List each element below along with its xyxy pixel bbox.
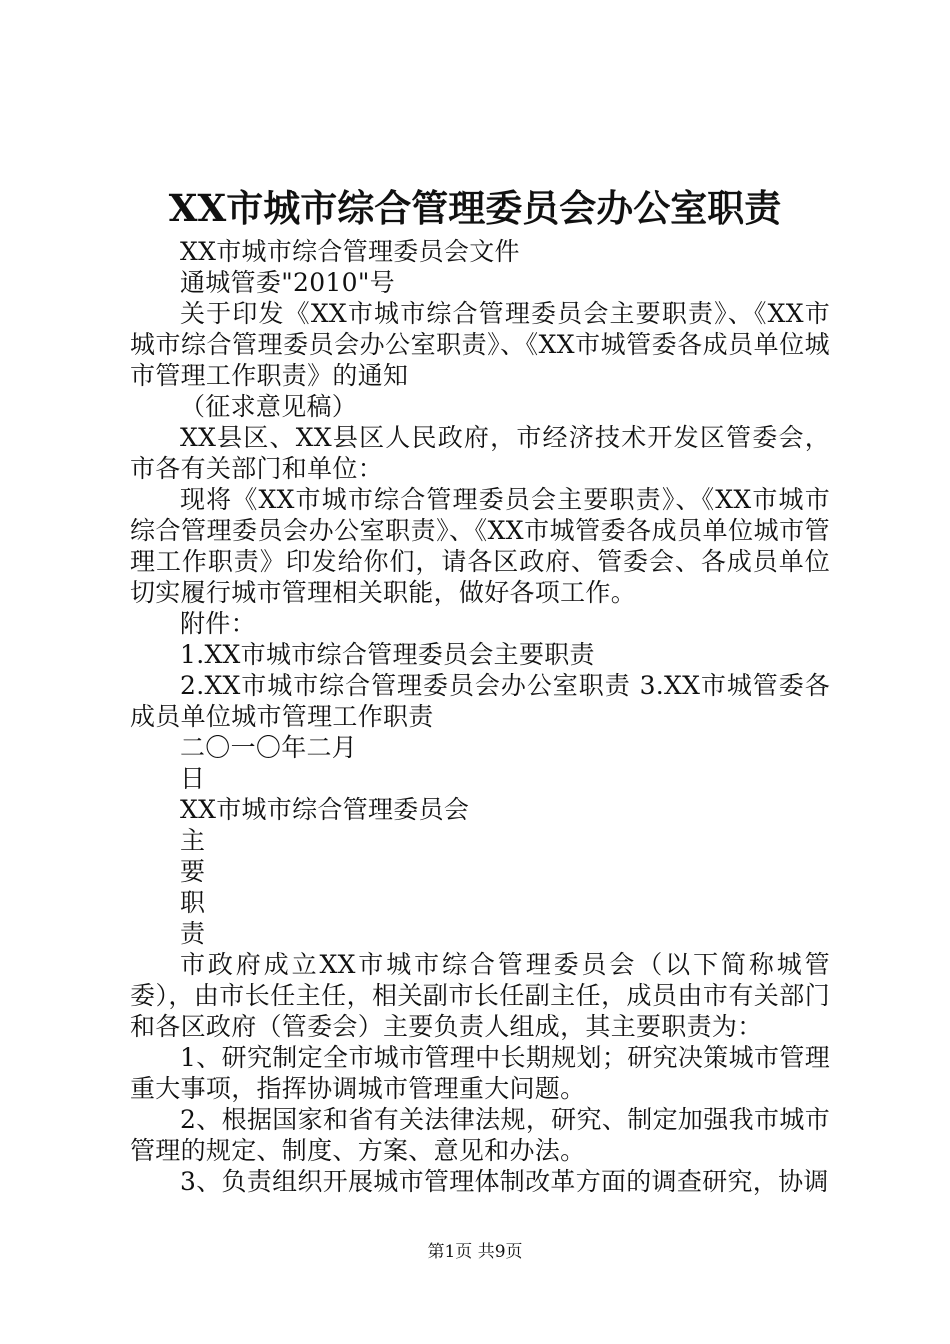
paragraph: 2.XX市城市综合管理委员会办公室职责 3.XX市城管委各成员单位城市管理工作职责 <box>130 671 830 731</box>
vertical-heading-char: 要 <box>180 857 206 886</box>
document-title: XX市城市综合管理委员会办公室职责 <box>168 186 782 230</box>
paragraph: 二〇一〇年二月 <box>180 733 358 762</box>
vertical-heading-char: 职 <box>180 888 206 917</box>
paragraph: XX县区、XX县区人民政府，市经济技术开发区管委会，市各有关部门和单位： <box>130 423 830 483</box>
paragraph: XX市城市综合管理委员会文件 <box>180 237 520 266</box>
paragraph: 通城管委"2010"号 <box>180 268 395 297</box>
page-footer: 第1页 共9页 <box>427 1242 523 1262</box>
paragraph: 现将《XX市城市综合管理委员会主要职责》、《XX市城市综合管理委员会办公室职责》、《XX市城管委各成员单位城市管理工作职责》印发给你们，请各区政府、管委会、各成员单位切实履行城市管理相关职能，做好各项工作。 <box>130 485 830 607</box>
paragraph: 1.XX市城市综合管理委员会主要职责 <box>180 640 595 669</box>
paragraph: 市政府成立XX市城市综合管理委员会（以下简称城管委），由市长任主任，相关副市长任副主任，成员由市有关部门和各区政府（管委会）主要负责人组成，其主要职责为： <box>130 950 830 1041</box>
paragraph: 1、研究制定全市城市管理中长期规划；研究决策城市管理重大事项，指挥协调城市管理重大问题。 <box>130 1043 830 1103</box>
paragraph: 3、负责组织开展城市管理体制改革方面的调查研究，协调 <box>180 1167 829 1196</box>
vertical-heading-char: 主 <box>180 826 206 855</box>
paragraph: XX市城市综合管理委员会 <box>180 795 470 824</box>
paragraph: 2、根据国家和省有关法律法规，研究、制定加强我市城市管理的规定、制度、方案、意见和办法。 <box>130 1105 830 1165</box>
vertical-heading-char: 责 <box>180 919 206 948</box>
paragraph: 附件： <box>180 609 256 638</box>
document-body <box>130 236 830 1197</box>
paragraph: 关于印发《XX市城市综合管理委员会主要职责》、《XX市城市综合管理委员会办公室职责》、《XX市城管委各成员单位城市管理工作职责》的通知 <box>130 299 830 390</box>
paragraph: （征求意见稿） <box>180 392 358 421</box>
paragraph: 日 <box>180 764 206 793</box>
